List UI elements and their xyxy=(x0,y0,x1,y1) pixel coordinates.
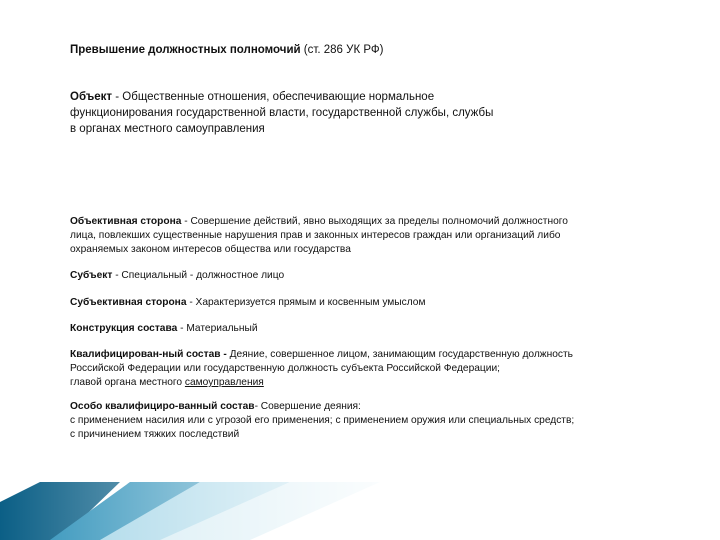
object-section xyxy=(70,89,680,137)
subjective-line xyxy=(70,296,680,310)
title-article: (ст. 286 УК РФ) xyxy=(300,44,384,56)
subject-text: - Специальный - должностное лицо xyxy=(112,270,285,281)
subject-section xyxy=(70,269,680,283)
objective-text-1: - Совершение действий, явно выходящих за пределы полномочий должностного xyxy=(181,216,568,227)
subject-term: Субъект xyxy=(70,270,113,281)
object-text-3: в органах местного самоуправления xyxy=(70,123,265,135)
qualified-text-1: Деяние, совершенное лицом, занимающим государственную должность xyxy=(226,349,573,360)
page-title xyxy=(70,44,680,56)
objective-text-3: охраняемых законом интересов общества или государства xyxy=(70,244,351,255)
construction-text: - Материальный xyxy=(177,323,258,334)
subjective-side-section xyxy=(70,296,680,310)
title-main: Превышение должностных полномочий xyxy=(70,44,301,56)
objective-line-1 xyxy=(70,215,680,229)
especially-text-1: - Совершение деяния: xyxy=(254,401,361,412)
subjective-text: - Характеризуется прямым и косвенным умыслом xyxy=(186,297,426,308)
especially-qualified-section xyxy=(70,400,680,442)
object-term: Объект xyxy=(70,91,113,103)
construction-line xyxy=(70,322,680,336)
especially-line-1 xyxy=(70,400,680,414)
qualified-line-1 xyxy=(70,348,680,362)
qualified-text-3-underlined: самоуправления xyxy=(184,377,264,388)
footer-decoration xyxy=(0,482,720,540)
qualified-section xyxy=(70,348,680,390)
qualified-term: Квалифицирован-ный состав - xyxy=(70,349,227,360)
especially-text-2: с применением насилия или с угрозой его применения; с применением оружия или специальных средств; xyxy=(70,415,575,426)
subject-line xyxy=(70,269,680,283)
qualified-text-2: Российской Федерации или государственную должность субъекта Российской Федерации; xyxy=(70,363,500,374)
especially-text-3: с причинением тяжких последствий xyxy=(70,429,240,440)
objective-text-2: лица, повлекших существенные нарушения прав и законных интересов граждан или организаций либо xyxy=(70,230,561,241)
subjective-term: Субъективная сторона xyxy=(70,297,187,308)
qualified-line-3 xyxy=(70,376,680,390)
object-text-1: - Общественные отношения, обеспечивающие нормальное xyxy=(112,91,435,103)
construction-term: Конструкция состава xyxy=(70,323,178,334)
objective-term: Объективная сторона xyxy=(70,216,182,227)
qualified-text-3: главой органа местного xyxy=(70,377,185,388)
construction-section xyxy=(70,322,680,336)
objective-side-section xyxy=(70,215,680,257)
object-line-1 xyxy=(70,89,680,105)
object-text-2: функционирования государственной власти, государственной службы, службы xyxy=(70,107,494,119)
especially-term: Особо квалифициро-ванный состав xyxy=(70,401,255,412)
